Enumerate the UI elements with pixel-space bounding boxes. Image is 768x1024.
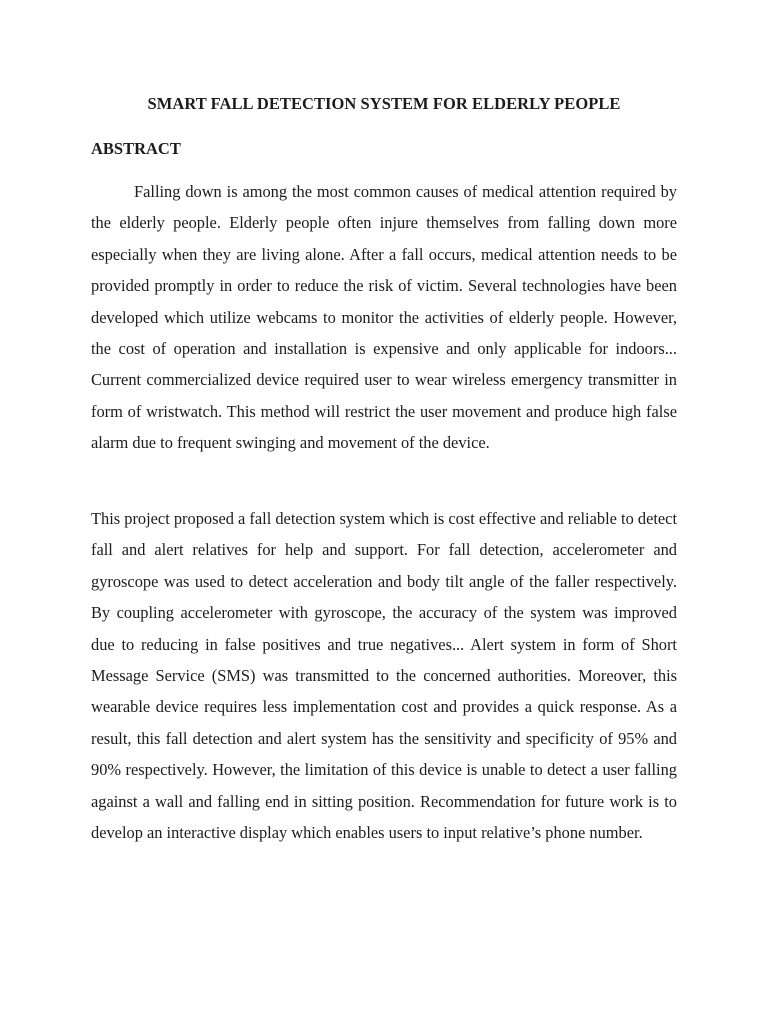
abstract-paragraph-2: This project proposed a fall detection system which is cost effective and reliable to detect fall and alert relatives for help and support. For fall detection, accelerometer and gyroscope was used to detect acceleration and body tilt angle of the faller respectively. By coupling accelerometer with gyroscope, the accuracy of the system was improved due to reducing in false positives and true negatives... Alert system in form of Short Message Service (SMS) was transmitted to the concerned authorities. Moreover, this wearable device requires less implementation cost and provides a quick response. As a result, this fall detection and alert system has the sensitivity and specificity of 95% and 90% respectively. However, the limitation of this device is unable to detect a user falling against a wall and falling end in sitting position. Recommendation for future work is to develop an interactive display which enables users to input relative’s phone number.: [91, 509, 677, 843]
document-title: SMART FALL DETECTION SYSTEM FOR ELDERLY PEOPLE: [147, 94, 621, 113]
abstract-paragraph-1: Falling down is among the most common causes of medical attention required by the elderly people. Elderly people often injure themselves from falling down more especially when they are living alone. After a fall occurs, medical attention needs to be provided promptly in order to reduce the risk of victim. Several technologies have been developed which utilize webcams to monitor the activities of elderly people. However, the cost of operation and installation is expensive and only applicable for indoors... Current commercialized device required user to wear wireless emergency transmitter in form of wristwatch. This method will restrict the user movement and produce high false alarm due to frequent swinging and movement of the device.: [91, 182, 677, 453]
section-heading-abstract: ABSTRACT: [91, 139, 181, 158]
